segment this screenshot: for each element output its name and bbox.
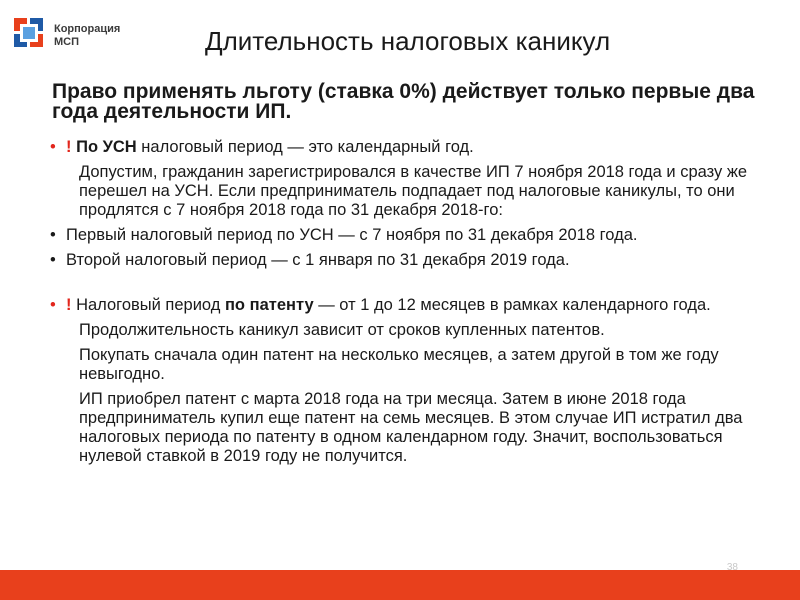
slide-subtitle: Право применять льготу (ставка 0%) действует только первые два года деятельности ИП.	[52, 80, 755, 123]
exclamation-mark: !	[66, 296, 72, 314]
corporation-logo	[12, 12, 132, 56]
logo-line-1: Корпорация	[54, 23, 121, 35]
patent-bold-label: по патенту	[224, 296, 314, 314]
patent-duration-paragraph: Продолжительность каникул зависит от сроков купленных патентов.	[79, 321, 605, 339]
bullet-red: •	[50, 296, 56, 314]
spacer	[44, 276, 784, 296]
patent-period-pre: Налоговый период	[71, 296, 225, 314]
logo-text	[54, 23, 120, 49]
list-item-patent-period	[44, 296, 784, 315]
exclamation-mark: !	[66, 138, 72, 156]
list-item-usn-period	[44, 138, 784, 157]
page-number: 38	[726, 562, 738, 573]
footer-bar	[0, 570, 800, 600]
first-period-text: Первый налоговый период по УСН — с 7 ноября по 31 декабря 2018 года.	[66, 226, 638, 244]
second-period-text: Второй налоговый период — с 1 января по 31 декабря 2019 года.	[66, 251, 570, 269]
usn-period-text: налоговый период — это календарный год.	[136, 138, 474, 156]
usn-example-paragraph: Допустим, гражданин зарегистрировался в качестве ИП 7 ноября 2018 года и сразу же перешел на УСН. Если предприниматель подпадает под налоговые каникулы, то они продлятся с 7 ноября 2018 года по 31 декабря 2018-го:	[79, 163, 748, 219]
bullet-red: •	[50, 138, 56, 156]
usn-bold-label: По УСН	[76, 138, 137, 156]
slide-content	[44, 138, 784, 472]
bullet: •	[50, 251, 56, 269]
patent-period-post: — от 1 до 12 месяцев в рамках календарного года.	[313, 296, 711, 314]
patent-advice-paragraph: Покупать сначала один патент на несколько месяцев, а затем другой в том же году невыгодно.	[79, 346, 719, 383]
logo-line-2: МСП	[54, 36, 80, 48]
logo-mark-icon	[12, 16, 46, 50]
list-item-second-period	[44, 251, 784, 270]
patent-example-paragraph: ИП приобрел патент с марта 2018 года на три месяца. Затем в июне 2018 года предприниматель купил еще патент на семь месяцев. В этом случае ИП истратил два налоговых периода по патенту в одном календарном году. Значит, воспользоваться нулевой ставкой в 2019 году не получится.	[79, 390, 743, 465]
bullet: •	[50, 226, 56, 244]
slide-title: Длительность налоговых каникул	[205, 26, 611, 56]
list-item-first-period	[44, 226, 784, 245]
